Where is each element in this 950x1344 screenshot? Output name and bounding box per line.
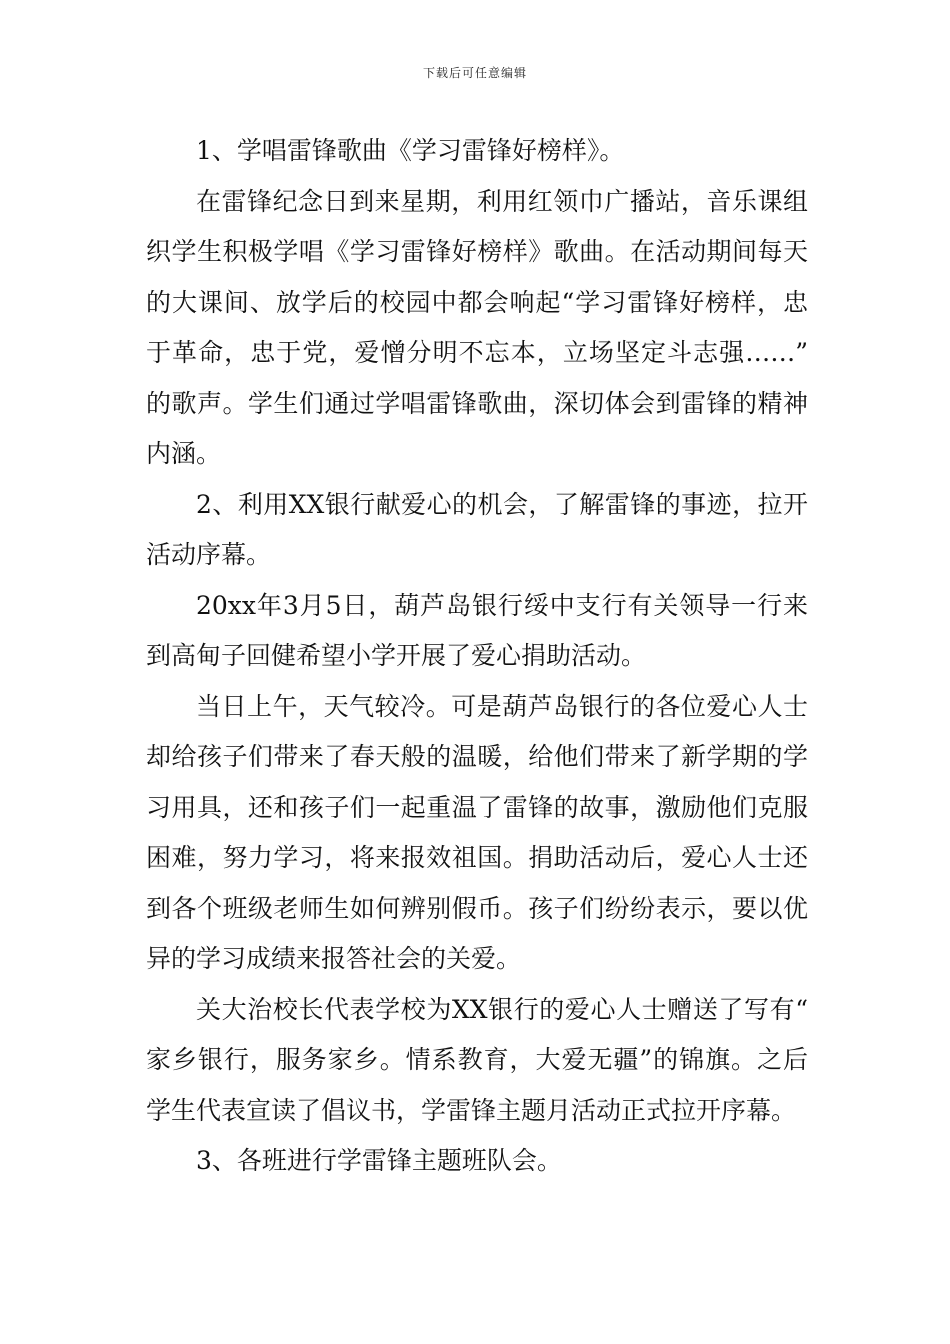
- document-body: [146, 126, 808, 1187]
- paragraph-7: 3、各班进行学雷锋主题班队会。: [196, 1146, 562, 1175]
- page-header: 下载后可任意编辑: [422, 66, 527, 80]
- paragraph-2: 在雷锋纪念日到来星期，利用红领巾广播站，音乐课组织学生积极学唱《学习雷锋好榜样》歌曲。在活动期间每天的大课间、放学后的校园中都会响起“学习雷锋好榜样，忠于革命，忠于党，爱憎分明不忘本，立场坚定斗志强……”的歌声。学生们通过学唱雷锋歌曲，深切体会到雷锋的精神内涵。: [146, 186, 808, 468]
- paragraph-5: 当日上午，天气较冷。可是葫芦岛银行的各位爱心人士却给孩子们带来了春天般的温暖，给他们带来了新学期的学习用具，还和孩子们一起重温了雷锋的故事，激励他们克服困难，努力学习，将来报效祖国。捐助活动后，爱心人士还到各个班级老师生如何辨别假币。孩子们纷纷表示，要以优异的学习成绩来报答社会的关爱。: [146, 691, 808, 973]
- paragraph-3: 2、利用XX银行献爱心的机会，了解雷锋的事迹，拉开活动序幕。: [146, 489, 808, 569]
- paragraph-4: 20xx年3月5日，葫芦岛银行绥中支行有关领导一行来到高甸子回健希望小学开展了爱心捐助活动。: [146, 590, 808, 670]
- paragraph-1: 1、学唱雷锋歌曲《学习雷锋好榜样》。: [196, 136, 625, 165]
- paragraph-6: 关大治校长代表学校为XX银行的爱心人士赠送了写有“家乡银行，服务家乡。情系教育，大爱无疆”的锦旗。之后学生代表宣读了倡议书，学雷锋主题月活动正式拉开序幕。: [146, 994, 808, 1125]
